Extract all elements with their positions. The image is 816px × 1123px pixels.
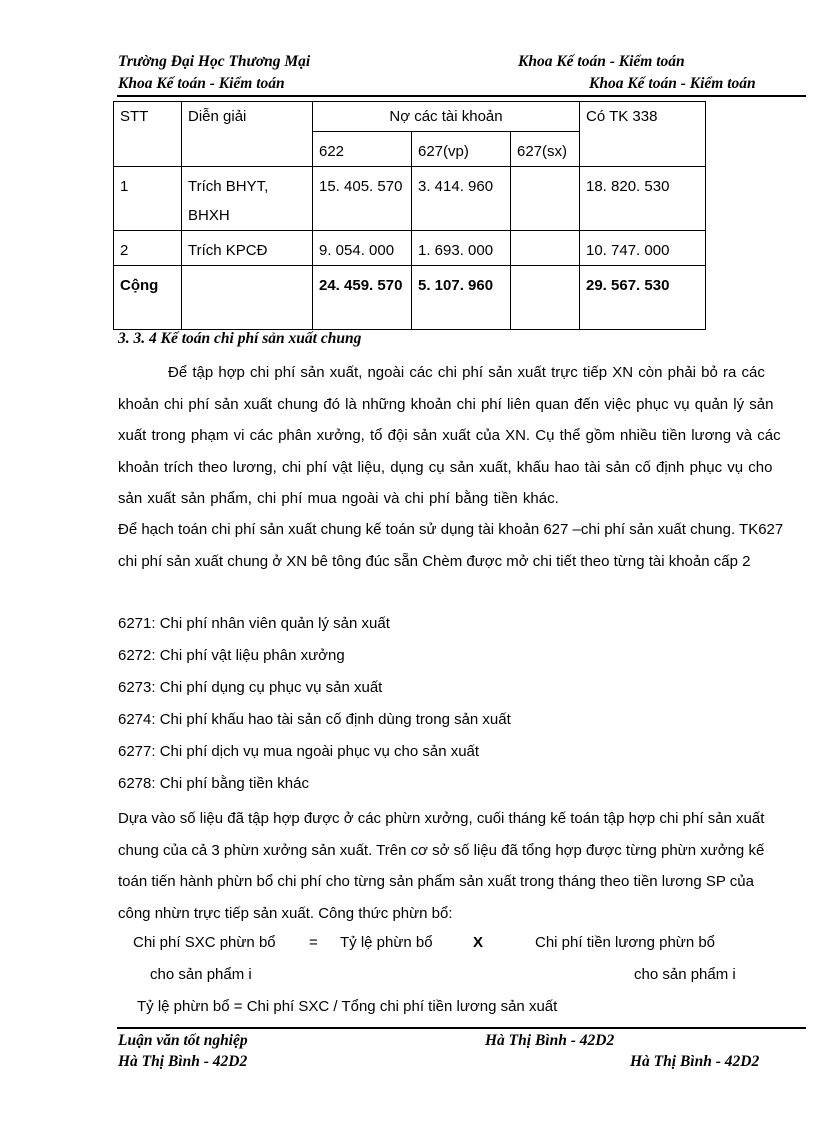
table-total-row (114, 266, 706, 330)
header-faculty-left: Khoa Kế toán - Kiểm toán (118, 75, 285, 92)
row-627vp: 1. 693. 000 (412, 231, 511, 266)
section-title: 3. 3. 4 Kế toán chi phí sản xuất chung (118, 330, 362, 347)
total-627sx (511, 266, 580, 330)
formula-times: X (473, 934, 484, 951)
header-description: Diễn giải (182, 102, 313, 167)
row-627sx (511, 167, 580, 231)
header-school-name: Trường Đại Học Thương Mại (118, 53, 311, 70)
paragraph-allocation: Dựa vào số liệu đã tập hợp được ở các phừn xưởng, cuối tháng kế toán tập hợp chi phí sản xuất chung của cả 3 phừn xưởng sản xuất. Trên cơ sở số liệu đã tổng hợp được từng phừn xưởng kế toán tiến hành phừn bổ chi phí cho từng sản phẩm sản xuất trong tháng theo tiền lương SP của công nhừn trực tiếp sản xuất. Công thức phừn bổ: (118, 810, 765, 922)
row-622: 9. 054. 000 (313, 231, 412, 266)
formula-rhs-sub: cho sản phẩm i (634, 966, 736, 983)
header-faculty-right: Khoa Kế toán - Kiểm toán (518, 53, 685, 70)
account-6274: 6274: Chi phí khấu hao tài sản cố định dùng trong sản xuất (118, 711, 511, 728)
row-credit: 10. 747. 000 (580, 231, 706, 266)
row-627sx (511, 231, 580, 266)
table-row (114, 167, 706, 231)
account-6278: 6278: Chi phí bằng tiền khác (118, 775, 309, 792)
account-6272: 6272: Chi phí vật liệu phân xưởng (118, 647, 345, 664)
paragraph-intro: Để tập hợp chi phí sản xuất, ngoài các chi phí sản xuất trực tiếp XN còn phải bỏ ra các khoản chi phí sản xuất chung đó là những khoản chi phí liên quan đến việc phục vụ quản lý sản xuất trong phạm vi các phân xưởng, tổ đội sản xuất của XN. Cụ thể gồm nhiều tiền lương và các khoản trích theo lương, chi phí vật liệu, dụng cụ sản xuất, khấu hao tài sản cố định phục vụ cho sản xuất sản phẩm, chi phí mua ngoài và chi phí bằng tiền khác. (118, 364, 781, 507)
subheader-627sx: 627(sx) (511, 132, 580, 167)
subheader-627vp: 627(vp) (412, 132, 511, 167)
total-description (182, 266, 313, 330)
header-faculty-right-2: Khoa Kế toán - Kiểm toán (589, 75, 756, 92)
account-6273: 6273: Chi phí dụng cụ phục vụ sản xuất (118, 679, 383, 696)
formula-equals: = (309, 934, 318, 951)
row-stt: 1 (114, 167, 182, 231)
total-622: 24. 459. 570 (313, 266, 412, 330)
header-rule (117, 95, 806, 97)
formula-lhs-sub: cho sản phẩm i (150, 966, 252, 983)
total-label: Cộng (114, 266, 182, 330)
account-6271: 6271: Chi phí nhân viên quản lý sản xuất (118, 615, 390, 632)
row-description: Trích KPCĐ (182, 231, 313, 266)
header-stt: STT (114, 102, 182, 167)
allocation-table (113, 101, 706, 330)
table-row (114, 231, 706, 266)
footer-author-center: Hà Thị Bình - 42D2 (485, 1032, 615, 1049)
header-credit-338: Có TK 338 (580, 102, 706, 167)
row-credit: 18. 820. 530 (580, 167, 706, 231)
formula-rhs: Chi phí tiền lương phừn bổ (535, 934, 716, 951)
footer-thesis-label: Luận văn tốt nghiệp (118, 1032, 248, 1049)
formula-ratio-definition: Tỷ lệ phừn bổ = Chi phí SXC / Tổng chi phí tiền lương sản xuất (137, 998, 558, 1015)
paragraph-account-627: Để hạch toán chi phí sản xuất chung kế toán sử dụng tài khoản 627 –chi phí sản xuất chung. TK627 chi phí sản xuất chung ở XN bê tông đúc sẵn Chèm được mở chi tiết theo từng tài khoản cấp 2 (118, 521, 784, 570)
row-description: Trích BHYT, BHXH (182, 167, 313, 231)
row-627vp: 3. 414. 960 (412, 167, 511, 231)
row-622: 15. 405. 570 (313, 167, 412, 231)
footer-author-left: Hà Thị Bình - 42D2 (118, 1053, 248, 1070)
formula-ratio: Tỷ lệ phừn bổ (340, 934, 433, 951)
footer-author-right: Hà Thị Bình - 42D2 (630, 1053, 760, 1070)
footer-rule (117, 1027, 806, 1029)
account-6277: 6277: Chi phí dịch vụ mua ngoài phục vụ cho sản xuất (118, 743, 480, 760)
formula-lhs: Chi phí SXC phừn bổ (133, 934, 276, 951)
header-debit-accounts: Nợ các tài khoản (313, 102, 580, 132)
total-credit: 29. 567. 530 (580, 266, 706, 330)
total-627vp: 5. 107. 960 (412, 266, 511, 330)
subheader-622: 622 (313, 132, 412, 167)
row-stt: 2 (114, 231, 182, 266)
